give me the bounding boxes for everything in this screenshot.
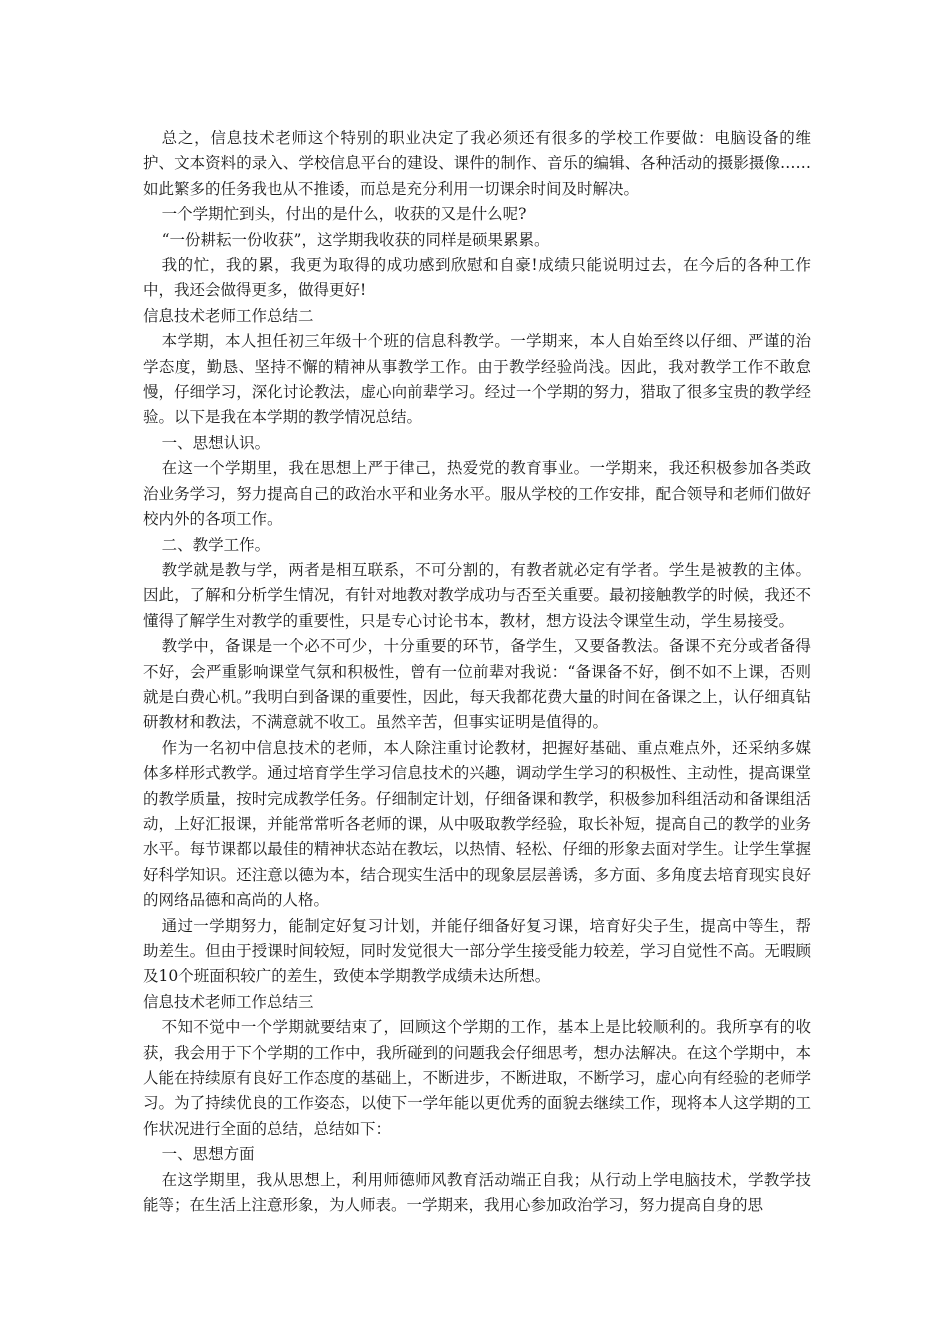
document-page: [143, 126, 811, 1218]
paragraph: 教学中，备课是一个必不可少，十分重要的环节，备学生，又要备教法。备课不充分或者备得不好，会严重影响课堂气氛和积极性，曾有一位前辈对我说：“备课备不好，倒不如不上课，否则就是白费心机。”我明白到备课的重要性，因此，每天我都花费大量的时间在备课之上，认仔细真钻研教材和教法，不满意就不收工。虽然辛苦，但事实证明是值得的。: [143, 637, 811, 732]
section-heading: 信息技术老师工作总结三: [143, 992, 314, 1011]
paragraph: 我的忙，我的累，我更为取得的成功感到欣慰和自豪!成绩只能说明过去，在今后的各种工作中，我还会做得更多，做得更好!: [143, 256, 811, 300]
paragraph: 作为一名初中信息技术的老师，本人除注重讨论教材，把握好基础、重点难点外，还采纳多媒体多样形式教学。通过培育学生学习信息技术的兴趣，调动学生学习的积极性、主动性，提高课堂的教学质量，按时完成教学任务。仔细制定计划，仔细备课和教学，积极参加科组活动和备课组活动，上好汇报课，并能常常听各老师的课，从中吸取教学经验，取长补短，提高自己的教学的业务水平。每节课都以最佳的精神状态站在教坛，以热情、轻松、仔细的形象去面对学生。让学生掌握好科学知识。还注意以德为本，结合现实生活中的现象层层善诱，多方面、多角度去培育现实良好的网络品德和高尚的人格。: [143, 738, 811, 910]
paragraph: 通过一学期努力，能制定好复习计划，并能仔细备好复习课，培育好尖子生，提高中等生，帮助差生。但由于授课时间较短，同时发觉很大一部分学生接受能力较差，学习自觉性不高。无暇顾及10个班面积较广的差生，致使本学期教学成绩未达所想。: [143, 916, 811, 986]
paragraph: 本学期，本人担任初三年级十个班的信息科教学。一学期来，本人自始至终以仔细、严谨的治学态度，勤恳、坚持不懈的精神从事教学工作。由于教学经验尚浅。因此，我对教学工作不敢怠慢，仔细学习，深化讨论教法，虚心向前辈学习。经过一个学期的努力，猎取了很多宝贵的教学经验。以下是我在本学期的教学情况总结。: [143, 332, 811, 427]
section-heading: 信息技术老师工作总结二: [143, 306, 314, 325]
paragraph: 不知不觉中一个学期就要结束了，回顾这个学期的工作，基本上是比较顺利的。我所享有的收获，我会用于下个学期的工作中，我所碰到的问题我会仔细思考，想办法解决。在这个学期中，本人能在持续原有良好工作态度的基础上，不断进步，不断进取，不断学习，虚心向有经验的老师学习。为了持续优良的工作姿态，以使下一学年能以更优秀的面貌去继续工作，现将本人这学期的工作状况进行全面的总结，总结如下：: [143, 1018, 811, 1138]
paragraph: 教学就是教与学，两者是相互联系，不可分割的，有教者就必定有学者。学生是被教的主体。因此，了解和分析学生情况，有针对地教对教学成功与否至关重要。最初接触教学的时候，我还不懂得了解学生对教学的重要性，只是专心讨论书本，教材，想方设法令课堂生动，学生易接受。: [143, 560, 811, 630]
paragraph: 二、教学工作。: [161, 535, 271, 554]
paragraph: 一、思想方面: [161, 1145, 255, 1164]
paragraph: 一、思想认识。: [161, 433, 271, 452]
paragraph: 在这学期里，我从思想上，利用师德师风教育活动端正自我；从行动上学电脑技术，学教学技能等；在生活上注意形象，为人师表。一学期来，我用心参加政治学习，努力提高自身的思: [143, 1170, 811, 1215]
paragraph: 一个学期忙到头，付出的是什么，收获的又是什么呢?: [161, 205, 527, 224]
paragraph: 总之，信息技术老师这个特别的职业决定了我必须还有很多的学校工作要做：电脑设备的维护、文本资料的录入、学校信息平台的建设、课件的制作、音乐的编辑、各种活动的摄影摄像……如此繁多的任务我也从不推诿，而总是充分利用一切课余时间及时解决。: [143, 129, 811, 198]
paragraph: 在这一个学期里，我在思想上严于律己，热爱党的教育事业。一学期来，我还积极参加各类政治业务学习，努力提高自己的政治水平和业务水平。服从学校的工作安排，配合领导和老师们做好校内外的各项工作。: [143, 459, 811, 529]
paragraph: “一份耕耘一份收获”，这学期我收获的同样是硕果累累。: [161, 230, 550, 249]
